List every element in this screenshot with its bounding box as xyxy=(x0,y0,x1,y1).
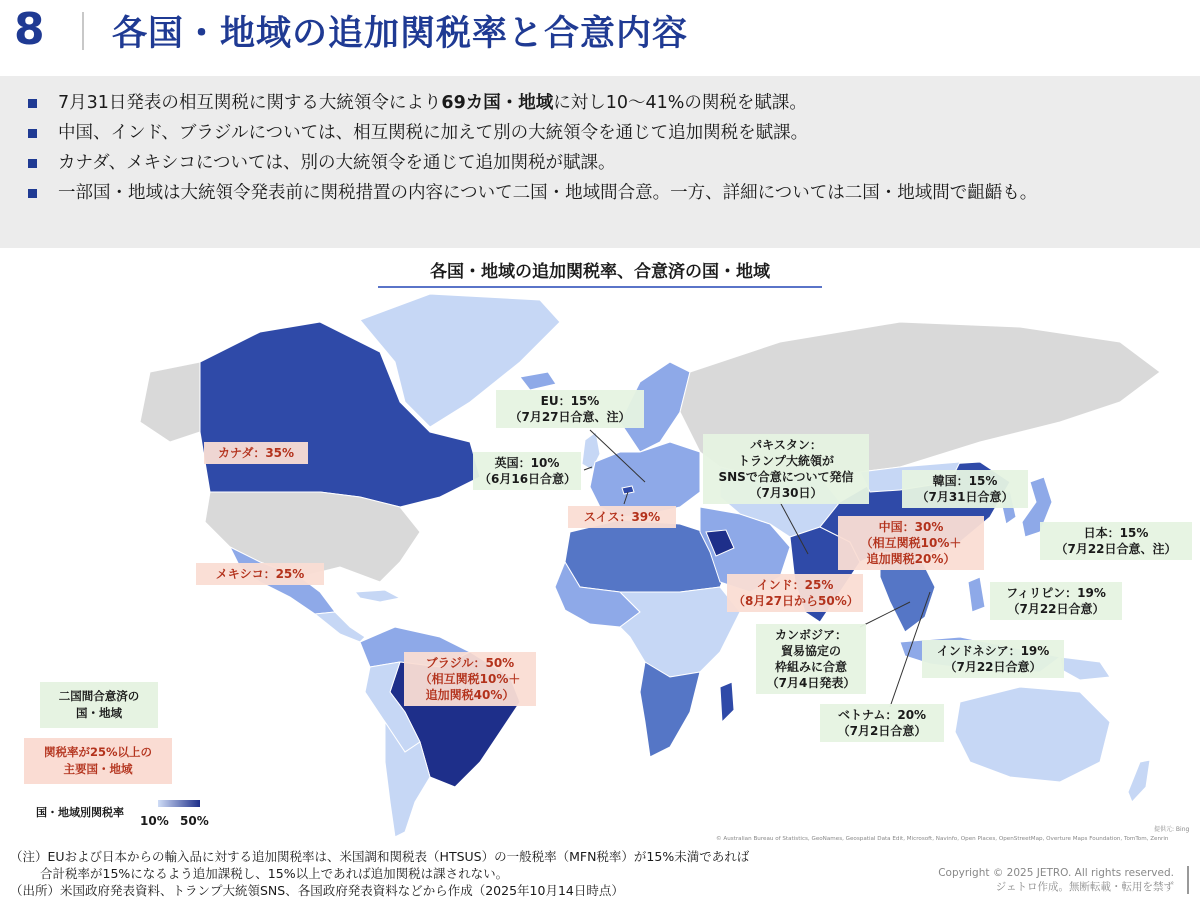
label-korea: 韓国：15% （7月31日合意） xyxy=(902,470,1028,508)
map-title: 各国・地域の追加関税率、合意済の国・地域 xyxy=(430,262,770,282)
copyright: Copyright © 2025 JETRO. All rights reserved. ジェトロ作成。無断転載・転用を禁ず xyxy=(938,867,1174,893)
label-indonesia: インドネシア：19% （7月22日合意） xyxy=(922,640,1064,678)
footer-divider xyxy=(1187,866,1189,894)
label-switzerland: スイス：39% xyxy=(568,506,676,528)
square-bullet-icon xyxy=(28,129,37,138)
slide-number: 8 xyxy=(14,4,45,55)
madagascar-shape xyxy=(720,682,734,722)
label-philippines: フィリピン：19% （7月22日合意） xyxy=(990,582,1122,620)
map-provider: 提供元: Bing xyxy=(1154,826,1190,833)
world-map xyxy=(0,292,1200,842)
summary-item: カナダ、メキシコについては、別の大統領令を通じて追加関税が賦課。 xyxy=(24,150,1180,176)
label-uk: 英国：10% （6月16日合意） xyxy=(473,452,581,490)
header-divider xyxy=(82,12,84,50)
central-america-shape xyxy=(315,612,365,642)
source-line: （出所）米国政府発表資料、トランプ大統領SNS、各国政府発表資料などから作成（2025年10月14日時点） xyxy=(10,883,624,898)
png-shape xyxy=(1060,657,1110,680)
color-scale-bar xyxy=(158,800,200,807)
label-pakistan: パキスタン： トランプ大統領が SNSで合意について発信 （7月30日） xyxy=(703,434,869,504)
philippines-shape xyxy=(968,577,985,612)
label-canada: カナダ：35% xyxy=(204,442,308,464)
note-line-2: 合計税率が15%になるよう追加課税し、15%以上であれば追加関税は課されない。 xyxy=(40,866,509,881)
iceland-shape xyxy=(520,372,556,390)
legend-high-rate: 関税率が25%以上の 主要国・地域 xyxy=(24,738,172,784)
scale-max-label: 50% xyxy=(180,814,209,828)
square-bullet-icon xyxy=(28,189,37,198)
label-cambodia: カンボジア： 貿易協定の 枠組みに合意 （7月4日発表） xyxy=(756,624,866,694)
label-eu: EU：15% （7月27日合意、注） xyxy=(496,390,644,428)
label-vietnam: ベトナム：20% （7月2日合意） xyxy=(820,704,944,742)
legend-agreed: 二国間合意済の 国・地域 xyxy=(40,682,158,728)
label-mexico: メキシコ：25% xyxy=(196,563,324,585)
caribbean-shape xyxy=(355,590,400,602)
label-brazil: ブラジル：50% （相互関税10%＋ 追加関税40%） xyxy=(404,652,536,706)
scale-title: 国・地域別関税率 xyxy=(36,806,124,819)
summary-item: 中国、インド、ブラジルについては、相互関税に加えて別の大統領令を通じて追加関税を賦課。 xyxy=(24,120,1180,146)
summary-box xyxy=(0,76,1200,248)
alaska-shape xyxy=(140,362,200,442)
label-japan: 日本：15% （7月22日合意、注） xyxy=(1040,522,1192,560)
label-india: インド：25% （8月27日から50%） xyxy=(727,574,863,612)
new-zealand-shape xyxy=(1128,760,1150,802)
label-china: 中国：30% （相互関税10%＋ 追加関税20%） xyxy=(838,516,984,570)
scale-min-label: 10% xyxy=(140,814,169,828)
square-bullet-icon xyxy=(28,159,37,168)
map-title-underline xyxy=(378,286,822,288)
summary-item: 7月31日発表の相互関税に関する大統領令により69カ国・地域に対し10～41%の関税を賦課。 xyxy=(24,90,1180,116)
map-credit: © Australian Bureau of Statistics, GeoNames, Geospatial Data Edit, Microsoft, Navinfo, Open Places, OpenStreetMap, Overture Maps Foundation, TomTom, Zenrin xyxy=(716,836,1169,842)
central-africa-shape xyxy=(620,587,740,677)
australia-shape xyxy=(955,687,1110,782)
square-bullet-icon xyxy=(28,99,37,108)
summary-item: 一部国・地域は大統領令発表前に関税措置の内容について二国・地域間合意。一方、詳細については二国・地域間で齟齬も。 xyxy=(24,180,1180,206)
slide-header xyxy=(0,0,1200,62)
note-line-1: （注）EUおよび日本からの輸入品に対する追加関税率は、米国調和関税表（HTSUS）の一般税率（MFN税率）が15%未満であれば xyxy=(10,849,750,864)
slide-title: 各国・地域の追加関税率と合意内容 xyxy=(112,14,689,54)
